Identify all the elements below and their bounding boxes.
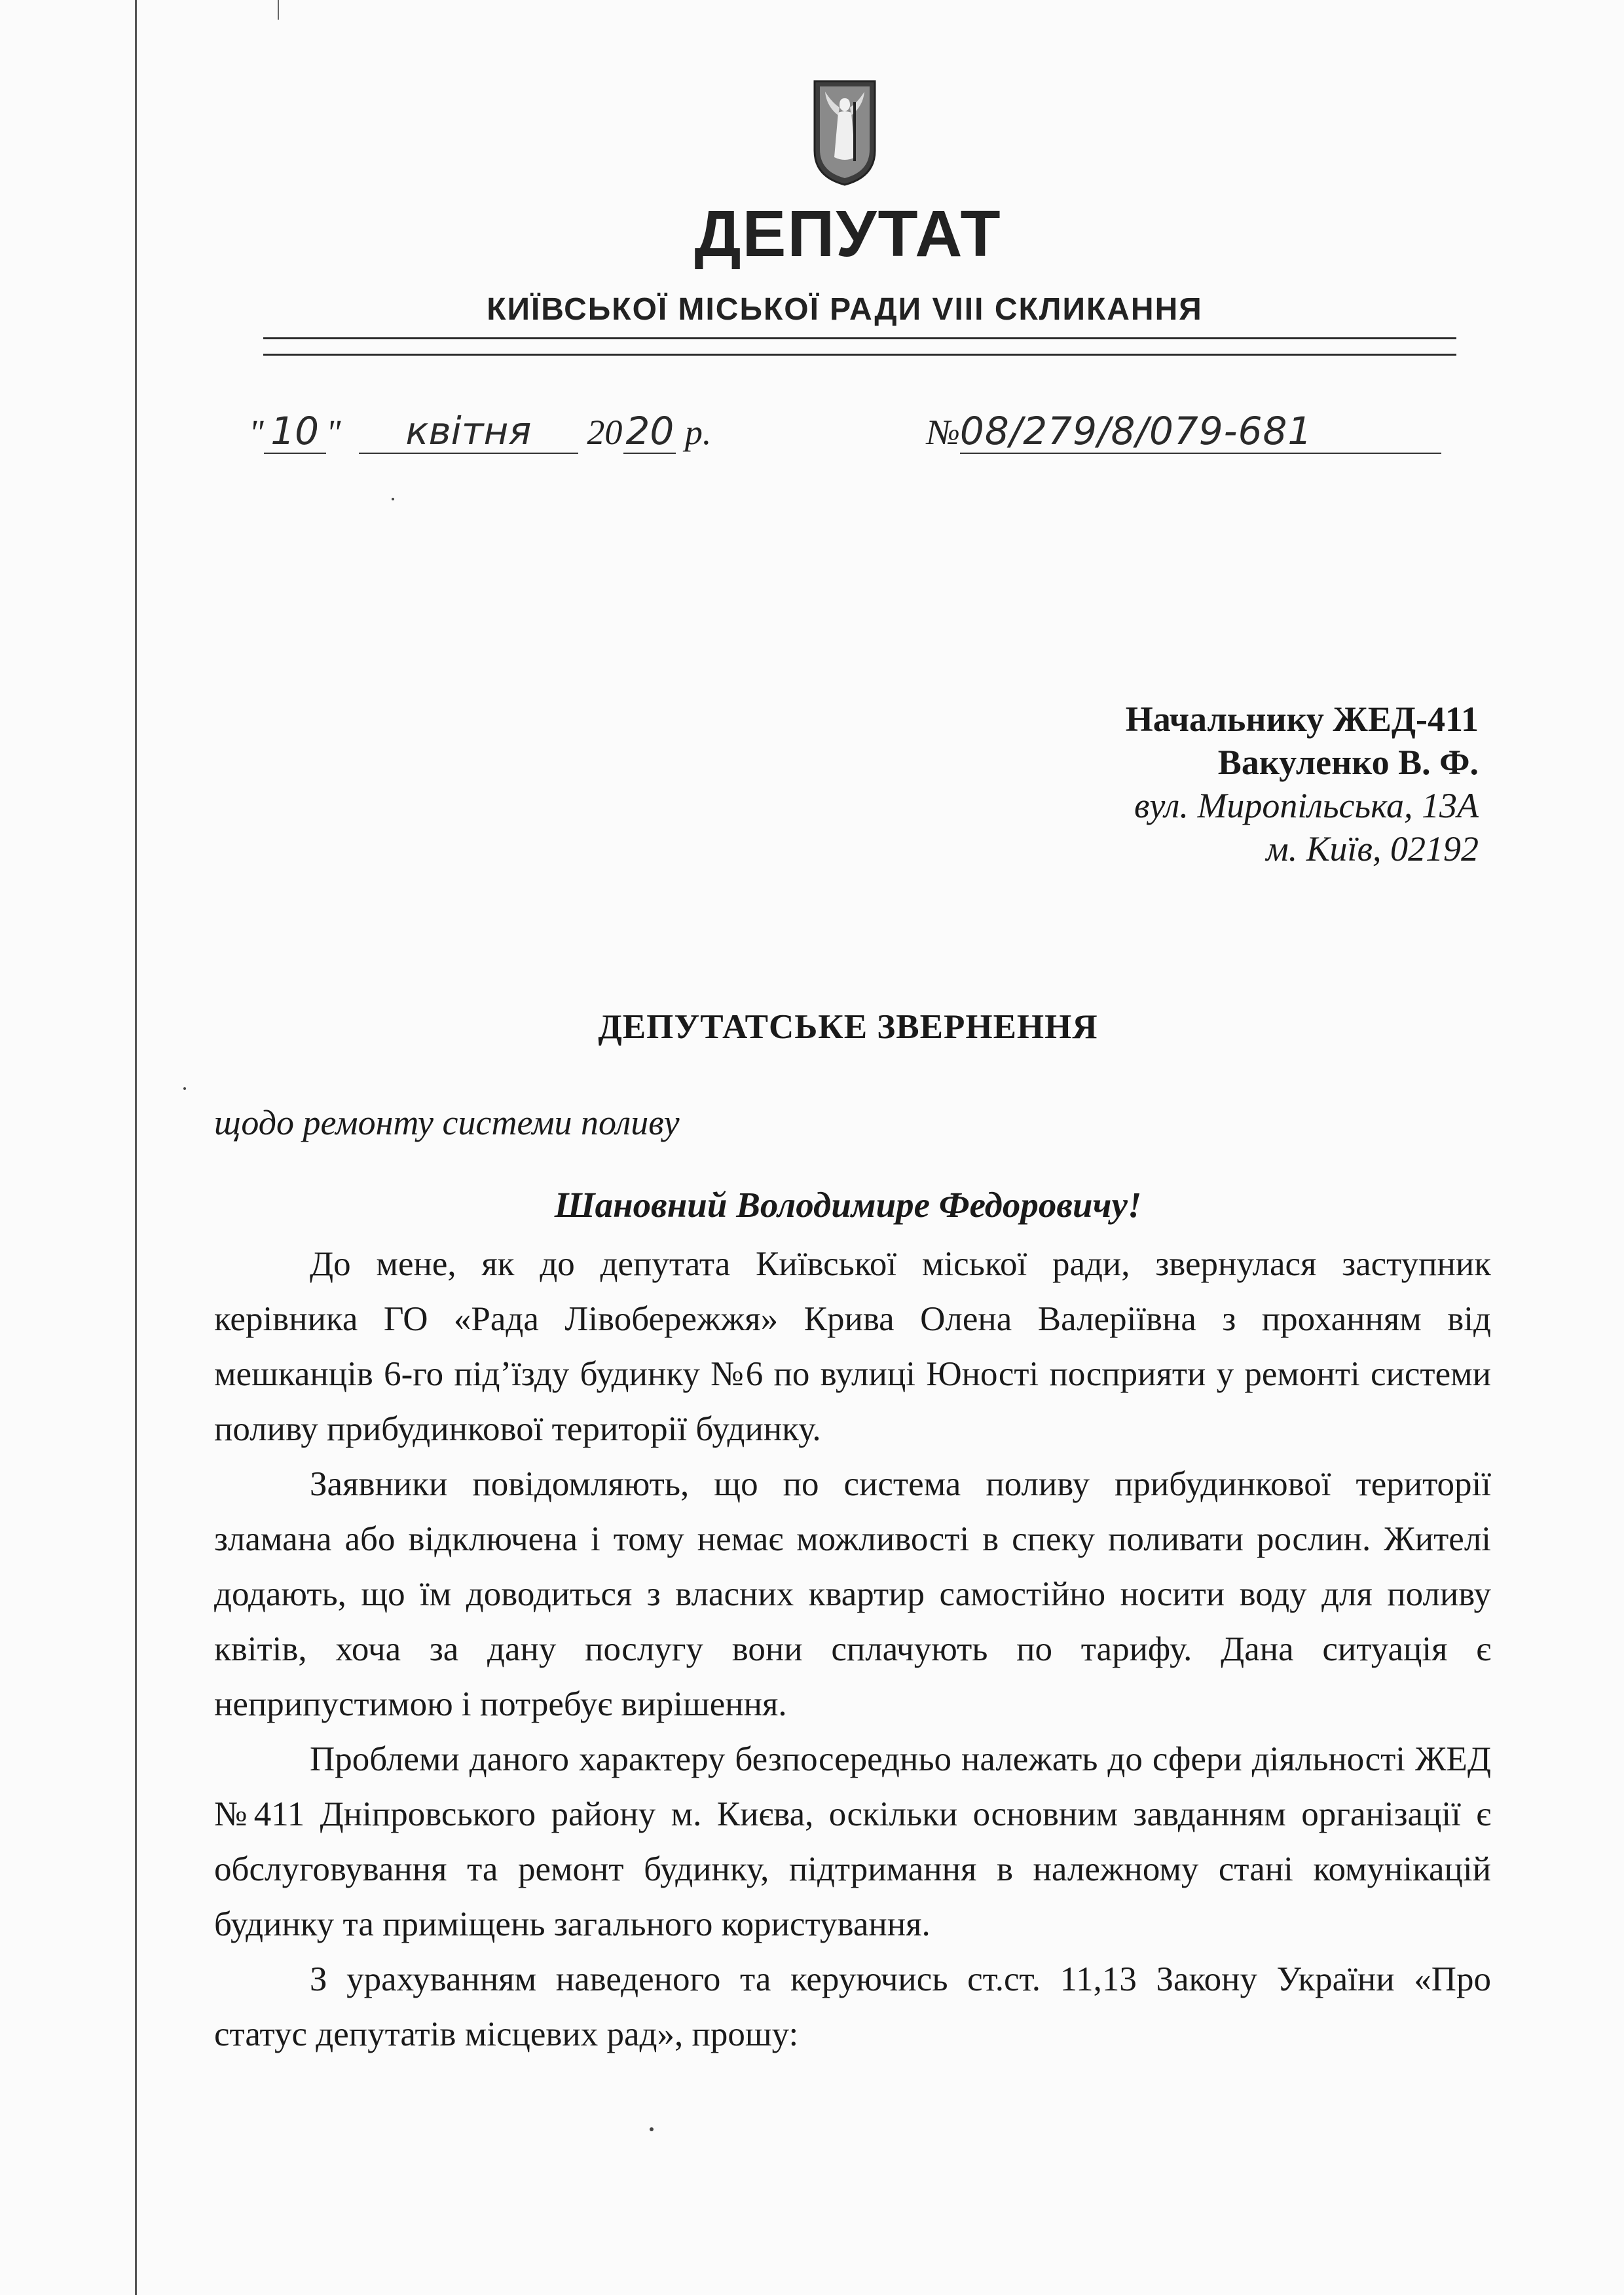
date-year-end: р. [684, 413, 712, 452]
header-rule-top [263, 337, 1456, 339]
date-year-prefix: 20 [587, 413, 623, 452]
scan-speck [183, 1087, 186, 1090]
date-open-quote: " [249, 413, 264, 452]
scan-edge-tick [278, 0, 279, 20]
date-month: квітня [359, 409, 578, 454]
addressee-position: Начальнику ЖЕД-411 [1125, 700, 1479, 739]
scan-page-edge [135, 0, 137, 2295]
header-subtitle: КИЇВСЬКОЇ МІСЬКОЇ РАДИ VIII СКЛИКАННЯ [487, 292, 1203, 327]
header-rule-bottom [263, 354, 1456, 356]
scan-speck [392, 498, 394, 500]
addressee-block [1126, 698, 1479, 870]
document-body [214, 1237, 1491, 2062]
registration-prefix: № [927, 413, 960, 452]
registration-number: 08/279/8/079-681 [960, 409, 1441, 454]
scan-speck [650, 2127, 654, 2131]
kyiv-coat-of-arms-icon [812, 79, 877, 187]
date-close-quote: " [325, 413, 341, 452]
addressee-street: вул. Миропільська, 13А [1134, 786, 1479, 825]
date-year-suffix: 20 [623, 409, 676, 454]
body-paragraph-1: До мене, як до депутата Київської міської ради, звернулася заступник керівника ГО «Рада Лівобережжя» Крива Олена Валеріївна з проханням від мешканців 6-го під’їзду будинку №6 по вулиці Юності посприяти у ремонті системи поливу прибудинкової території будинку. [214, 1245, 1491, 1448]
header-title: ДЕПУТАТ [694, 197, 1002, 271]
document-subject: щодо ремонту системи поливу [214, 1103, 680, 1142]
registration-line [927, 409, 1441, 454]
body-paragraph-2: Заявники повідомляють, що по система поливу прибудинкової території зламана або відключена і тому немає можливості в спеку поливати рослин. Жителі додають, що їм доводиться з власних квартир самостійно носити воду для поливу квітів, хоча за дану послугу вони сплачують по тарифу. Дана ситуація є неприпустимою і потребує вирішення. [214, 1465, 1491, 1723]
body-paragraph-4: З урахуванням наведеного та керуючись ст.ст. 11,13 Закону України «Про статус депутатів місцевих рад», прошу: [214, 1960, 1491, 2053]
date-line [249, 409, 711, 454]
salutation: Шановний Володимире Федоровичу! [554, 1185, 1142, 1225]
date-day: 10 [264, 409, 326, 454]
body-paragraph-3: Проблеми даного характеру безпосередньо належать до сфери діяльності ЖЕД №411 Дніпровського району м. Києва, оскільки основним завданням організації є обслуговування та ремонт будинку, підтримання в належному стані комунікацій будинку та приміщень загального користування. [214, 1740, 1491, 1943]
addressee-name: Вакуленко В. Ф. [1217, 743, 1479, 782]
addressee-city: м. Київ, 02192 [1266, 829, 1479, 868]
document-heading: ДЕПУТАТСЬКЕ ЗВЕРНЕННЯ [598, 1008, 1098, 1046]
